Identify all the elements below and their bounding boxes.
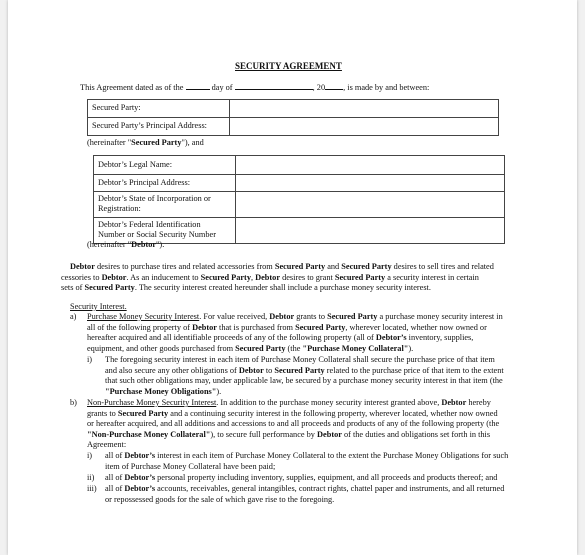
secured-party-address-field[interactable] — [230, 118, 499, 136]
text: . As an inducement to — [126, 272, 201, 282]
recital-line-3 — [61, 283, 494, 294]
text: and also secure any other obligations of — [105, 365, 239, 375]
debtor-address-label: Debtor’s Principal Address: — [94, 175, 236, 192]
text: Debtor — [70, 262, 95, 271]
text: all of — [105, 451, 125, 460]
text: "Purchase Money Obligations" — [105, 386, 217, 396]
text: to — [263, 365, 275, 375]
text: desires to grant — [280, 272, 335, 282]
text: personal property including inventory, supplies, equipment, and all proceeds and products thereof; and — [155, 473, 498, 482]
year-blank — [325, 82, 343, 90]
clause-b-i — [105, 451, 508, 472]
text: a purchase money security interest in — [377, 312, 503, 321]
text: Secured Party — [327, 312, 378, 321]
table-row — [94, 175, 505, 192]
clause-b-i-marker: i) — [87, 451, 93, 460]
text: Debtor’s Federal Identification — [98, 219, 201, 229]
clause-b-iii-line: or repossessed goods for the sale of which gave rise to the foregoing. — [105, 494, 335, 504]
text: sets of — [61, 283, 85, 293]
text: related to the purchase price of that item to the extent — [324, 365, 504, 375]
text: (hereinafter " — [87, 240, 132, 249]
text: , — [250, 272, 256, 282]
clause-a-i-line: that such other obligations may, under applicable law, be secured by a purchase money security interest in that item (the — [105, 376, 503, 386]
text: Debtor’s — [124, 451, 156, 460]
recital-line-1 — [70, 262, 494, 273]
text: (the — [285, 343, 303, 353]
text: Debtor’s — [124, 484, 156, 493]
hereinafter-debtor — [87, 240, 164, 251]
clause-a-i-line — [105, 387, 504, 398]
clause-b-line — [87, 430, 499, 441]
clause-b-ii — [105, 473, 497, 484]
text: all of — [105, 473, 125, 482]
text: desires to sell tires and related — [391, 262, 494, 271]
intro-text-1: This Agreement dated as of the — [80, 83, 184, 92]
clause-b-iii-line — [105, 484, 504, 495]
text: Debtor’s — [124, 473, 156, 482]
text: Secured Party — [274, 365, 325, 375]
text: Non-Purchase Money Security Interest — [87, 398, 217, 407]
text: grants to — [87, 408, 118, 418]
text: (hereinafter " — [87, 138, 132, 147]
debtor-address-field[interactable] — [236, 175, 505, 192]
text: Secured Party — [117, 408, 169, 418]
clause-b-ii-marker: ii) — [87, 473, 95, 482]
text: , wherever located, whether now owned or — [345, 322, 487, 332]
text: of the duties and obligations set forth in this — [341, 429, 491, 439]
table-row — [88, 118, 499, 136]
text: Registration: — [98, 204, 141, 214]
text: accounts, receivables, general intangibles, contract rights, chattel paper and instruments, and all returned — [155, 484, 505, 493]
document-page — [8, 0, 577, 555]
debtor-name-label: Debtor’s Legal Name: — [94, 156, 236, 175]
text: Secured Party — [235, 343, 286, 353]
text: a security interest in certain — [385, 272, 479, 282]
text: hereby — [466, 398, 491, 407]
text: Secured Party — [131, 138, 182, 147]
intro-text-2: day of — [211, 83, 233, 92]
debtor-state-label — [94, 192, 236, 218]
debtor-id-field[interactable] — [236, 217, 505, 243]
clause-b-i-line — [105, 451, 508, 462]
text: ). — [216, 386, 222, 396]
text: desires to purchase tires and related accessories from — [94, 262, 275, 271]
intro-text-4: , is made by and between: — [343, 83, 430, 92]
text: "Non-Purchase Money Collateral" — [87, 429, 211, 439]
clause-b-line — [87, 409, 499, 420]
clause-a — [87, 312, 503, 354]
document-title: SECURITY AGREEMENT — [235, 61, 342, 71]
text: Debtor’s State of Incorporation or — [98, 194, 211, 203]
text: and a continuing security interest in the following property, wherever located, whether now owned — [168, 408, 498, 418]
text: hereafter acquired and all identifiable proceeds of any of the following property (all of — [87, 333, 376, 343]
text: Secured Party — [274, 262, 326, 271]
month-blank — [235, 82, 313, 90]
text: "). — [156, 240, 165, 249]
intro-text-3: , 20 — [312, 83, 326, 92]
text: Secured Party — [334, 272, 386, 282]
text: inventory, supplies, — [406, 333, 474, 343]
clause-a-i — [105, 355, 504, 397]
clause-a-line — [87, 333, 503, 344]
text: Debtor — [255, 272, 281, 282]
clause-a-line — [87, 312, 503, 323]
clause-a-line — [87, 323, 503, 334]
text: Debtor — [192, 322, 217, 332]
text: and — [325, 262, 342, 271]
text: Purchase Money Security Interest — [87, 312, 200, 321]
text: . For value received, — [199, 312, 270, 321]
clause-b-line — [87, 398, 499, 409]
text: interest in each item of Purchase Money Collateral to the extent the Purchase Money Obligations for such — [155, 451, 509, 460]
secured-party-table — [87, 99, 499, 136]
secured-party-label: Secured Party: — [88, 100, 230, 118]
recital-line-2 — [61, 273, 494, 284]
text: that is purchased from — [216, 322, 296, 332]
clause-b-marker: b) — [70, 398, 77, 407]
text: . The security interest created hereunder shall include a purchase money security interest. — [134, 283, 431, 293]
text: all of — [105, 484, 125, 493]
clause-b — [87, 398, 499, 451]
text: "), and — [181, 138, 204, 147]
clause-a-i-marker: i) — [87, 355, 93, 364]
clause-b-line: Agreement: — [87, 440, 127, 450]
text: Debtor — [238, 365, 264, 375]
debtor-state-field[interactable] — [236, 192, 505, 218]
clause-a-marker: a) — [70, 312, 77, 321]
table-row — [94, 192, 505, 218]
table-row — [94, 156, 505, 175]
text: Secured Party — [341, 262, 392, 271]
text: . In addition to the purchase money security interest granted above, — [216, 398, 442, 407]
text: Secured Party — [295, 322, 346, 332]
section-heading: Security Interest. — [70, 302, 127, 311]
text: Number or Social Security Number — [98, 230, 216, 240]
clause-b-iii — [105, 484, 504, 505]
clause-a-i-line — [105, 366, 504, 377]
text: ). — [408, 343, 414, 353]
secured-party-address-label: Secured Party’s Principal Address: — [88, 118, 230, 136]
text: Debtor — [101, 272, 127, 282]
clause-a-line — [87, 344, 503, 355]
text: Secured Party — [84, 283, 135, 293]
text: all of the following property of — [87, 322, 193, 332]
text: Debtor — [269, 312, 295, 321]
text: "Purchase Money Collateral" — [302, 343, 409, 353]
text: equipment, and other goods purchased from — [87, 343, 236, 353]
clause-b-i-line: item of Purchase Money Collateral have been paid; — [105, 461, 276, 471]
recital-paragraph — [61, 262, 494, 294]
text: Debtor — [317, 429, 342, 439]
text: Debtor — [131, 240, 157, 249]
text: ), to secure full performance by — [210, 429, 318, 439]
text: Debtor’s — [375, 333, 407, 343]
text: Secured Party — [200, 272, 251, 282]
secured-party-field[interactable] — [230, 100, 499, 118]
clause-a-i-line: The foregoing security interest in each item of Purchase Money Collateral shall secure the purchase price of that item — [105, 355, 495, 364]
day-blank — [186, 82, 210, 90]
debtor-name-field[interactable] — [236, 156, 505, 175]
text: grants to — [294, 312, 328, 321]
clause-b-line: or hereafter acquired, and all additions and accessions to and all proceeds and products of any of the following property (the — [87, 419, 500, 429]
text: cessories to — [61, 272, 102, 282]
text: Debtor — [441, 398, 467, 407]
debtor-table — [93, 155, 505, 244]
hereinafter-secured-party — [87, 138, 204, 149]
clause-b-iii-marker: iii) — [87, 484, 97, 493]
table-row — [88, 100, 499, 118]
intro-line — [80, 82, 429, 94]
